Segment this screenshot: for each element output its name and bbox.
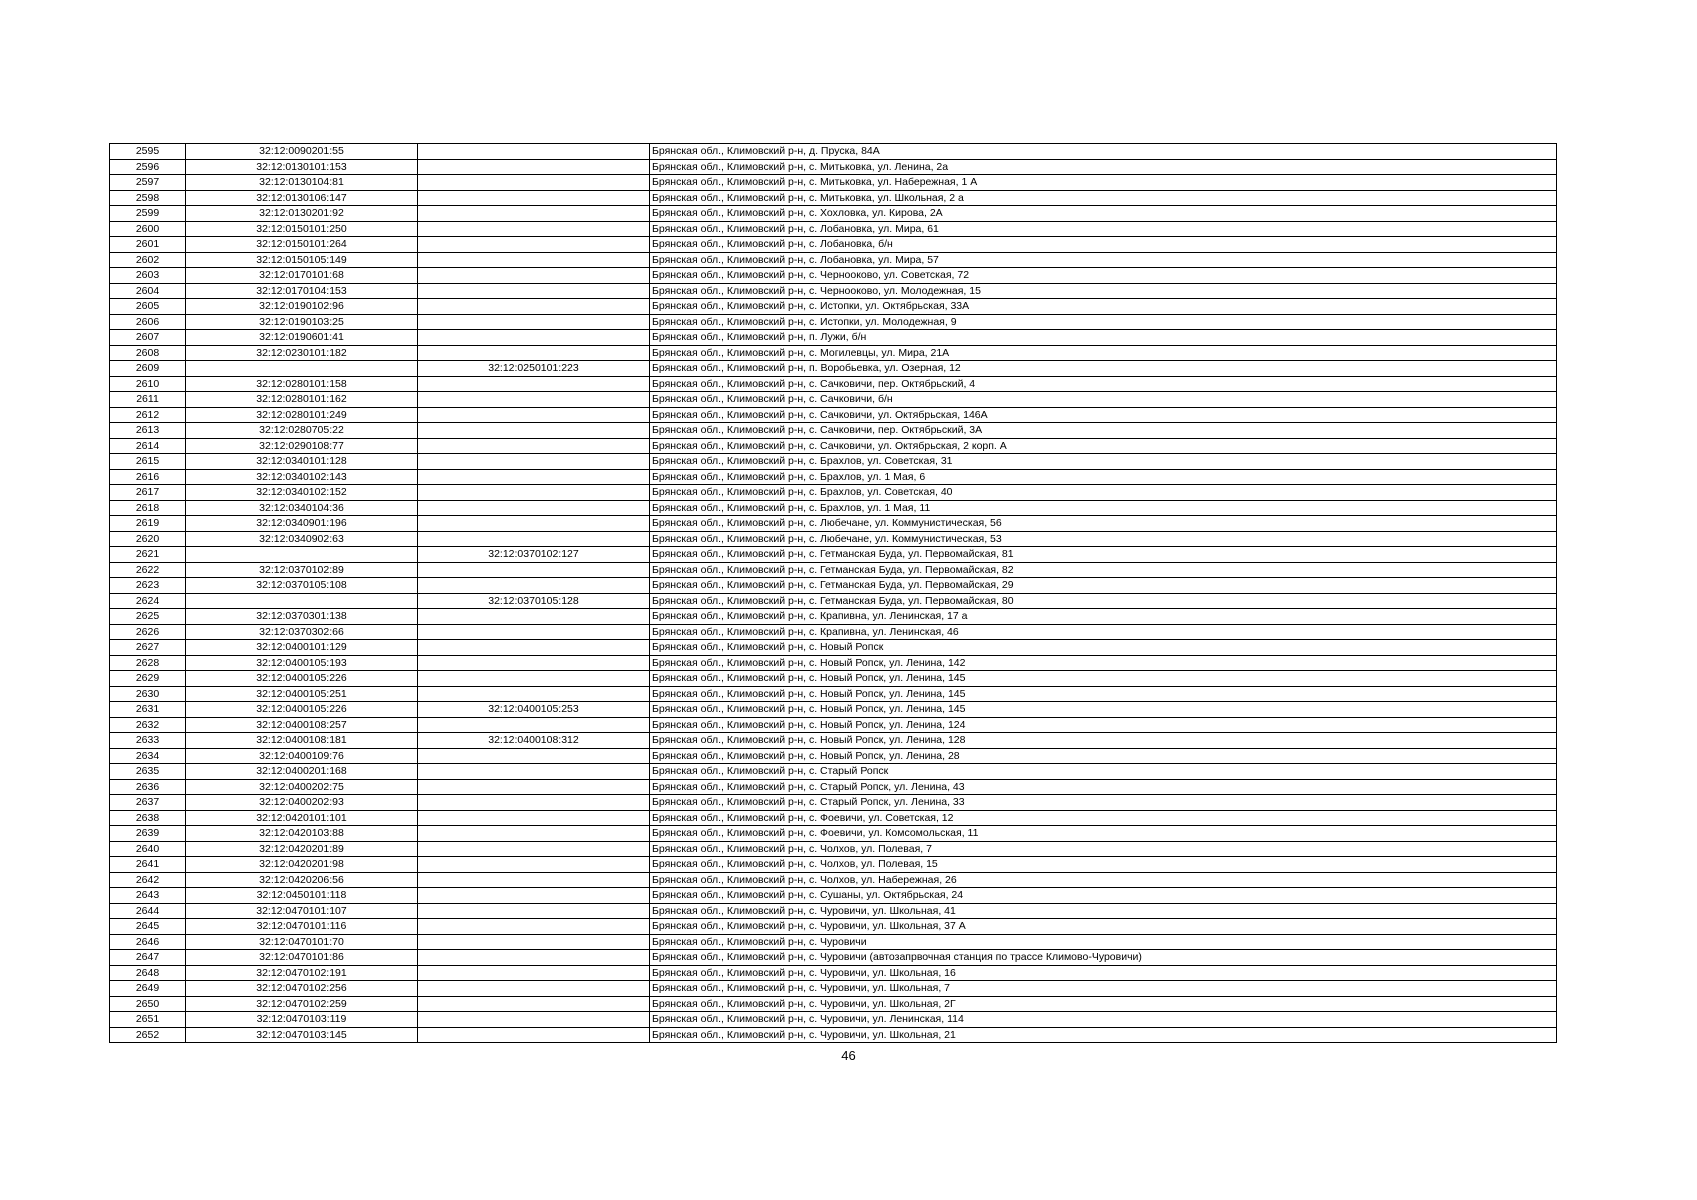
- table-row: [110, 702, 1557, 718]
- row-number-cell: 2616: [110, 469, 186, 485]
- table-row: [110, 345, 1557, 361]
- cadastral-number-cell: 32:12:0420103:88: [186, 826, 418, 842]
- cadastral-number-cell: [186, 361, 418, 377]
- cadastral-number-cell: 32:12:0470101:70: [186, 934, 418, 950]
- related-cadastral-number-cell: [418, 330, 650, 346]
- related-cadastral-number-cell: [418, 221, 650, 237]
- row-number-cell: 2651: [110, 1012, 186, 1028]
- table-row: [110, 609, 1557, 625]
- table-row: [110, 407, 1557, 423]
- row-number-cell: 2625: [110, 609, 186, 625]
- row-number-cell: 2639: [110, 826, 186, 842]
- cadastral-number-cell: 32:12:0400108:181: [186, 733, 418, 749]
- related-cadastral-number-cell: [418, 779, 650, 795]
- table-row: [110, 934, 1557, 950]
- address-cell: Брянская обл., Климовский р-н, с. Крапивна, ул. Ленинская, 46: [650, 624, 1557, 640]
- cadastral-number-cell: 32:12:0340902:63: [186, 531, 418, 547]
- address-cell: Брянская обл., Климовский р-н, с. Истопки, ул. Октябрьская, 33А: [650, 299, 1557, 315]
- row-number-cell: 2597: [110, 175, 186, 191]
- related-cadastral-number-cell: [418, 578, 650, 594]
- cadastral-number-cell: 32:12:0470102:191: [186, 965, 418, 981]
- cadastral-number-cell: 32:12:0420201:98: [186, 857, 418, 873]
- related-cadastral-number-cell: [418, 190, 650, 206]
- related-cadastral-number-cell: [418, 686, 650, 702]
- related-cadastral-number-cell: [418, 237, 650, 253]
- table-row: [110, 361, 1557, 377]
- table-row: [110, 671, 1557, 687]
- row-number-cell: 2646: [110, 934, 186, 950]
- address-cell: Брянская обл., Климовский р-н, с. Новый Ропск, ул. Ленина, 145: [650, 686, 1557, 702]
- table-row: [110, 500, 1557, 516]
- related-cadastral-number-cell: [418, 857, 650, 873]
- address-cell: Брянская обл., Климовский р-н, с. Чуровичи, ул. Школьная, 7: [650, 981, 1557, 997]
- related-cadastral-number-cell: [418, 996, 650, 1012]
- table-row: [110, 175, 1557, 191]
- table-row: [110, 578, 1557, 594]
- cadastral-number-cell: 32:12:0400105:251: [186, 686, 418, 702]
- row-number-cell: 2600: [110, 221, 186, 237]
- row-number-cell: 2607: [110, 330, 186, 346]
- address-cell: Брянская обл., Климовский р-н, с. Лобановка, ул. Мира, 57: [650, 252, 1557, 268]
- cadastral-number-cell: 32:12:0340102:143: [186, 469, 418, 485]
- table-row: [110, 314, 1557, 330]
- row-number-cell: 2602: [110, 252, 186, 268]
- row-number-cell: 2633: [110, 733, 186, 749]
- related-cadastral-number-cell: [418, 872, 650, 888]
- address-cell: Брянская обл., Климовский р-н, с. Чуровичи, ул. Ленинская, 114: [650, 1012, 1557, 1028]
- address-cell: Брянская обл., Климовский р-н, с. Крапивна, ул. Ленинская, 17 а: [650, 609, 1557, 625]
- row-number-cell: 2626: [110, 624, 186, 640]
- related-cadastral-number-cell: [418, 903, 650, 919]
- cadastral-number-cell: 32:12:0400202:75: [186, 779, 418, 795]
- cadastral-number-cell: 32:12:0090201:55: [186, 144, 418, 160]
- table-row: [110, 826, 1557, 842]
- row-number-cell: 2648: [110, 965, 186, 981]
- related-cadastral-number-cell: [418, 748, 650, 764]
- table-row: [110, 872, 1557, 888]
- cadastral-number-cell: 32:12:0170101:68: [186, 268, 418, 284]
- row-number-cell: 2643: [110, 888, 186, 904]
- related-cadastral-number-cell: [418, 950, 650, 966]
- table-row: [110, 1027, 1557, 1043]
- related-cadastral-number-cell: [418, 206, 650, 222]
- row-number-cell: 2609: [110, 361, 186, 377]
- row-number-cell: 2652: [110, 1027, 186, 1043]
- table-row: [110, 919, 1557, 935]
- cadastral-number-cell: 32:12:0150101:250: [186, 221, 418, 237]
- address-cell: Брянская обл., Климовский р-н, с. Чолхов, ул. Набережная, 26: [650, 872, 1557, 888]
- address-cell: Брянская обл., Климовский р-н, с. Хохловка, ул. Кирова, 2А: [650, 206, 1557, 222]
- related-cadastral-number-cell: [418, 438, 650, 454]
- row-number-cell: 2623: [110, 578, 186, 594]
- address-cell: Брянская обл., Климовский р-н, с. Сушаны, ул. Октябрьская, 24: [650, 888, 1557, 904]
- cadastral-number-cell: 32:12:0400108:257: [186, 717, 418, 733]
- table-row: [110, 593, 1557, 609]
- related-cadastral-number-cell: [418, 562, 650, 578]
- related-cadastral-number-cell: [418, 981, 650, 997]
- address-cell: Брянская обл., Климовский р-н, с. Чуровичи, ул. Школьная, 16: [650, 965, 1557, 981]
- row-number-cell: 2642: [110, 872, 186, 888]
- related-cadastral-number-cell: [418, 252, 650, 268]
- cadastral-number-cell: 32:12:0470103:119: [186, 1012, 418, 1028]
- table-row: [110, 144, 1557, 160]
- table-row: [110, 330, 1557, 346]
- address-cell: Брянская обл., Климовский р-н, с. Старый Ропск, ул. Ленина, 33: [650, 795, 1557, 811]
- cadastral-number-cell: 32:12:0130201:92: [186, 206, 418, 222]
- table-row: [110, 950, 1557, 966]
- table-row: [110, 640, 1557, 656]
- related-cadastral-number-cell: [418, 888, 650, 904]
- row-number-cell: 2601: [110, 237, 186, 253]
- cadastral-number-cell: 32:12:0130106:147: [186, 190, 418, 206]
- row-number-cell: 2650: [110, 996, 186, 1012]
- table-row: [110, 547, 1557, 563]
- row-number-cell: 2624: [110, 593, 186, 609]
- related-cadastral-number-cell: [418, 671, 650, 687]
- cadastral-number-cell: 32:12:0400105:226: [186, 671, 418, 687]
- related-cadastral-number-cell: [418, 965, 650, 981]
- related-cadastral-number-cell: [418, 469, 650, 485]
- row-number-cell: 2640: [110, 841, 186, 857]
- address-cell: Брянская обл., Климовский р-н, с. Брахлов, ул. 1 Мая, 11: [650, 500, 1557, 516]
- row-number-cell: 2604: [110, 283, 186, 299]
- table-row: [110, 376, 1557, 392]
- cadastral-number-cell: 32:12:0340102:152: [186, 485, 418, 501]
- table-row: [110, 423, 1557, 439]
- cadastral-number-cell: 32:12:0400202:93: [186, 795, 418, 811]
- related-cadastral-number-cell: [418, 919, 650, 935]
- row-number-cell: 2615: [110, 454, 186, 470]
- related-cadastral-number-cell: 32:12:0250101:223: [418, 361, 650, 377]
- table-row: [110, 996, 1557, 1012]
- address-cell: Брянская обл., Климовский р-н, с. Сачковичи, пер. Октябрьский, 3А: [650, 423, 1557, 439]
- cadastral-number-cell: 32:12:0470101:86: [186, 950, 418, 966]
- address-cell: Брянская обл., Климовский р-н, с. Любечане, ул. Коммунистическая, 56: [650, 516, 1557, 532]
- cadastral-number-cell: 32:12:0400201:168: [186, 764, 418, 780]
- cadastral-number-cell: 32:12:0420101:101: [186, 810, 418, 826]
- address-cell: Брянская обл., Климовский р-н, с. Чолхов, ул. Полевая, 7: [650, 841, 1557, 857]
- address-cell: Брянская обл., Климовский р-н, с. Митьковка, ул. Набережная, 1 А: [650, 175, 1557, 191]
- address-cell: Брянская обл., Климовский р-н, с. Чолхов, ул. Полевая, 15: [650, 857, 1557, 873]
- address-cell: Брянская обл., Климовский р-н, с. Сачковичи, б/н: [650, 392, 1557, 408]
- table-row: [110, 206, 1557, 222]
- table-row: [110, 438, 1557, 454]
- address-cell: Брянская обл., Климовский р-н, с. Сачковичи, пер. Октябрьский, 4: [650, 376, 1557, 392]
- row-number-cell: 2596: [110, 159, 186, 175]
- table-row: [110, 469, 1557, 485]
- address-cell: Брянская обл., Климовский р-н, с. Чуровичи (автозапрвочная станция по трассе Климово-Чуровичи): [650, 950, 1557, 966]
- address-cell: Брянская обл., Климовский р-н, п. Воробьевка, ул. Озерная, 12: [650, 361, 1557, 377]
- cadastral-number-cell: [186, 593, 418, 609]
- related-cadastral-number-cell: [418, 1027, 650, 1043]
- address-cell: Брянская обл., Климовский р-н, с. Новый Ропск, ул. Ленина, 145: [650, 702, 1557, 718]
- cadastral-number-cell: 32:12:0280101:158: [186, 376, 418, 392]
- table-row: [110, 965, 1557, 981]
- row-number-cell: 2628: [110, 655, 186, 671]
- address-cell: Брянская обл., Климовский р-н, с. Лобановка, ул. Мира, 61: [650, 221, 1557, 237]
- cadastral-number-cell: 32:12:0280705:22: [186, 423, 418, 439]
- cadastral-number-cell: 32:12:0370302:66: [186, 624, 418, 640]
- row-number-cell: 2647: [110, 950, 186, 966]
- address-cell: Брянская обл., Климовский р-н, с. Новый Ропск, ул. Ленина, 128: [650, 733, 1557, 749]
- address-cell: Брянская обл., Климовский р-н, с. Чернооково, ул. Советская, 72: [650, 268, 1557, 284]
- table-row: [110, 485, 1557, 501]
- address-cell: Брянская обл., Климовский р-н, с. Фоевичи, ул. Комсомольская, 11: [650, 826, 1557, 842]
- row-number-cell: 2644: [110, 903, 186, 919]
- address-cell: Брянская обл., Климовский р-н, с. Любечане, ул. Коммунистическая, 53: [650, 531, 1557, 547]
- related-cadastral-number-cell: [418, 159, 650, 175]
- row-number-cell: 2635: [110, 764, 186, 780]
- row-number-cell: 2629: [110, 671, 186, 687]
- row-number-cell: 2645: [110, 919, 186, 935]
- address-cell: Брянская обл., Климовский р-н, с. Лобановка, б/н: [650, 237, 1557, 253]
- cadastral-number-cell: 32:12:0190103:25: [186, 314, 418, 330]
- address-cell: Брянская обл., Климовский р-н, с. Фоевичи, ул. Советская, 12: [650, 810, 1557, 826]
- cadastral-number-cell: 32:12:0340901:196: [186, 516, 418, 532]
- address-cell: Брянская обл., Климовский р-н, с. Сачковичи, ул. Октябрьская, 2 корп. А: [650, 438, 1557, 454]
- row-number-cell: 2595: [110, 144, 186, 160]
- row-number-cell: 2614: [110, 438, 186, 454]
- table-row: [110, 268, 1557, 284]
- row-number-cell: 2634: [110, 748, 186, 764]
- address-cell: Брянская обл., Климовский р-н, с. Старый Ропск: [650, 764, 1557, 780]
- related-cadastral-number-cell: [418, 407, 650, 423]
- table-row: [110, 748, 1557, 764]
- address-cell: Брянская обл., Климовский р-н, с. Чуровичи: [650, 934, 1557, 950]
- cadastral-number-cell: 32:12:0340104:36: [186, 500, 418, 516]
- related-cadastral-number-cell: 32:12:0400108:312: [418, 733, 650, 749]
- table-row: [110, 733, 1557, 749]
- row-number-cell: 2632: [110, 717, 186, 733]
- row-number-cell: 2608: [110, 345, 186, 361]
- table-row: [110, 686, 1557, 702]
- table-row: [110, 454, 1557, 470]
- address-cell: Брянская обл., Климовский р-н, д. Пруска, 84А: [650, 144, 1557, 160]
- cadastral-number-cell: 32:12:0420201:89: [186, 841, 418, 857]
- related-cadastral-number-cell: [418, 345, 650, 361]
- row-number-cell: 2619: [110, 516, 186, 532]
- address-cell: Брянская обл., Климовский р-н, с. Новый Ропск, ул. Ленина, 124: [650, 717, 1557, 733]
- address-cell: Брянская обл., Климовский р-н, с. Гетманская Буда, ул. Первомайская, 82: [650, 562, 1557, 578]
- related-cadastral-number-cell: 32:12:0400105:253: [418, 702, 650, 718]
- row-number-cell: 2618: [110, 500, 186, 516]
- cadastral-number-cell: 32:12:0470102:259: [186, 996, 418, 1012]
- cadastral-number-cell: 32:12:0170104:153: [186, 283, 418, 299]
- address-cell: Брянская обл., Климовский р-н, с. Могилевцы, ул. Мира, 21А: [650, 345, 1557, 361]
- table-row: [110, 531, 1557, 547]
- row-number-cell: 2641: [110, 857, 186, 873]
- address-cell: Брянская обл., Климовский р-н, с. Чуровичи, ул. Школьная, 2Г: [650, 996, 1557, 1012]
- table-row: [110, 562, 1557, 578]
- cadastral-number-cell: 32:12:0450101:118: [186, 888, 418, 904]
- table-row: [110, 779, 1557, 795]
- address-cell: Брянская обл., Климовский р-н, с. Митьковка, ул. Ленина, 2а: [650, 159, 1557, 175]
- table-row: [110, 903, 1557, 919]
- address-cell: Брянская обл., Климовский р-н, с. Сачковичи, ул. Октябрьская, 146А: [650, 407, 1557, 423]
- table-row: [110, 981, 1557, 997]
- row-number-cell: 2598: [110, 190, 186, 206]
- row-number-cell: 2606: [110, 314, 186, 330]
- related-cadastral-number-cell: [418, 423, 650, 439]
- row-number-cell: 2627: [110, 640, 186, 656]
- address-cell: Брянская обл., Климовский р-н, с. Чуровичи, ул. Школьная, 21: [650, 1027, 1557, 1043]
- table-row: [110, 795, 1557, 811]
- related-cadastral-number-cell: [418, 299, 650, 315]
- table-row: [110, 237, 1557, 253]
- related-cadastral-number-cell: [418, 268, 650, 284]
- related-cadastral-number-cell: [418, 1012, 650, 1028]
- address-cell: Брянская обл., Климовский р-н, с. Новый Ропск, ул. Ленина, 28: [650, 748, 1557, 764]
- cadastral-number-cell: 32:12:0340101:128: [186, 454, 418, 470]
- row-number-cell: 2613: [110, 423, 186, 439]
- table-row: [110, 299, 1557, 315]
- table-row: [110, 516, 1557, 532]
- table-row: [110, 655, 1557, 671]
- cadastral-number-cell: 32:12:0290108:77: [186, 438, 418, 454]
- related-cadastral-number-cell: [418, 500, 650, 516]
- cadastral-number-cell: 32:12:0400109:76: [186, 748, 418, 764]
- cadastral-number-cell: 32:12:0150101:264: [186, 237, 418, 253]
- registry-table: [109, 143, 1557, 1043]
- related-cadastral-number-cell: [418, 314, 650, 330]
- address-cell: Брянская обл., Климовский р-н, с. Гетманская Буда, ул. Первомайская, 29: [650, 578, 1557, 594]
- cadastral-number-cell: 32:12:0420206:56: [186, 872, 418, 888]
- table-row: [110, 1012, 1557, 1028]
- cadastral-number-cell: 32:12:0230101:182: [186, 345, 418, 361]
- table-row: [110, 252, 1557, 268]
- cadastral-number-cell: 32:12:0400105:226: [186, 702, 418, 718]
- related-cadastral-number-cell: 32:12:0370105:128: [418, 593, 650, 609]
- row-number-cell: 2603: [110, 268, 186, 284]
- cadastral-number-cell: 32:12:0370105:108: [186, 578, 418, 594]
- registry-table-body: [110, 144, 1557, 1043]
- cadastral-number-cell: 32:12:0470102:256: [186, 981, 418, 997]
- table-row: [110, 841, 1557, 857]
- cadastral-number-cell: 32:12:0280101:162: [186, 392, 418, 408]
- related-cadastral-number-cell: [418, 392, 650, 408]
- address-cell: Брянская обл., Климовский р-н, с. Истопки, ул. Молодежная, 9: [650, 314, 1557, 330]
- related-cadastral-number-cell: [418, 624, 650, 640]
- address-cell: Брянская обл., Климовский р-н, с. Чуровичи, ул. Школьная, 41: [650, 903, 1557, 919]
- related-cadastral-number-cell: [418, 485, 650, 501]
- related-cadastral-number-cell: [418, 516, 650, 532]
- table-row: [110, 221, 1557, 237]
- row-number-cell: 2621: [110, 547, 186, 563]
- cadastral-number-cell: 32:12:0150105:149: [186, 252, 418, 268]
- address-cell: Брянская обл., Климовский р-н, с. Чуровичи, ул. Школьная, 37 А: [650, 919, 1557, 935]
- row-number-cell: 2637: [110, 795, 186, 811]
- table-row: [110, 159, 1557, 175]
- related-cadastral-number-cell: [418, 810, 650, 826]
- cadastral-number-cell: 32:12:0280101:249: [186, 407, 418, 423]
- cadastral-number-cell: 32:12:0130101:153: [186, 159, 418, 175]
- row-number-cell: 2636: [110, 779, 186, 795]
- related-cadastral-number-cell: [418, 144, 650, 160]
- cadastral-number-cell: 32:12:0470103:145: [186, 1027, 418, 1043]
- address-cell: Брянская обл., Климовский р-н, с. Брахлов, ул. Советская, 31: [650, 454, 1557, 470]
- row-number-cell: 2610: [110, 376, 186, 392]
- address-cell: Брянская обл., Климовский р-н, с. Гетманская Буда, ул. Первомайская, 80: [650, 593, 1557, 609]
- row-number-cell: 2631: [110, 702, 186, 718]
- row-number-cell: 2617: [110, 485, 186, 501]
- row-number-cell: 2611: [110, 392, 186, 408]
- address-cell: Брянская обл., Климовский р-н, с. Гетманская Буда, ул. Первомайская, 81: [650, 547, 1557, 563]
- cadastral-number-cell: 32:12:0190102:96: [186, 299, 418, 315]
- table-row: [110, 624, 1557, 640]
- related-cadastral-number-cell: [418, 609, 650, 625]
- related-cadastral-number-cell: [418, 841, 650, 857]
- table-row: [110, 810, 1557, 826]
- row-number-cell: 2605: [110, 299, 186, 315]
- related-cadastral-number-cell: [418, 655, 650, 671]
- related-cadastral-number-cell: 32:12:0370102:127: [418, 547, 650, 563]
- row-number-cell: 2649: [110, 981, 186, 997]
- row-number-cell: 2630: [110, 686, 186, 702]
- cadastral-number-cell: 32:12:0400101:129: [186, 640, 418, 656]
- page-number: 46: [841, 1048, 856, 1063]
- cadastral-number-cell: 32:12:0190601:41: [186, 330, 418, 346]
- cadastral-number-cell: 32:12:0130104:81: [186, 175, 418, 191]
- table-row: [110, 717, 1557, 733]
- table-row: [110, 283, 1557, 299]
- related-cadastral-number-cell: [418, 376, 650, 392]
- related-cadastral-number-cell: [418, 640, 650, 656]
- address-cell: Брянская обл., Климовский р-н, с. Брахлов, ул. Советская, 40: [650, 485, 1557, 501]
- table-row: [110, 888, 1557, 904]
- related-cadastral-number-cell: [418, 826, 650, 842]
- related-cadastral-number-cell: [418, 934, 650, 950]
- cadastral-number-cell: 32:12:0470101:116: [186, 919, 418, 935]
- address-cell: Брянская обл., Климовский р-н, с. Новый Ропск, ул. Ленина, 145: [650, 671, 1557, 687]
- row-number-cell: 2638: [110, 810, 186, 826]
- table-row: [110, 392, 1557, 408]
- related-cadastral-number-cell: [418, 531, 650, 547]
- related-cadastral-number-cell: [418, 454, 650, 470]
- address-cell: Брянская обл., Климовский р-н, с. Чернооково, ул. Молодежная, 15: [650, 283, 1557, 299]
- cadastral-number-cell: 32:12:0470101:107: [186, 903, 418, 919]
- row-number-cell: 2612: [110, 407, 186, 423]
- row-number-cell: 2599: [110, 206, 186, 222]
- related-cadastral-number-cell: [418, 175, 650, 191]
- address-cell: Брянская обл., Климовский р-н, п. Лужи, б/н: [650, 330, 1557, 346]
- address-cell: Брянская обл., Климовский р-н, с. Старый Ропск, ул. Ленина, 43: [650, 779, 1557, 795]
- cadastral-number-cell: [186, 547, 418, 563]
- cadastral-number-cell: 32:12:0370102:89: [186, 562, 418, 578]
- related-cadastral-number-cell: [418, 795, 650, 811]
- table-row: [110, 190, 1557, 206]
- related-cadastral-number-cell: [418, 283, 650, 299]
- address-cell: Брянская обл., Климовский р-н, с. Митьковка, ул. Школьная, 2 а: [650, 190, 1557, 206]
- related-cadastral-number-cell: [418, 764, 650, 780]
- table-row: [110, 764, 1557, 780]
- address-cell: Брянская обл., Климовский р-н, с. Новый Ропск, ул. Ленина, 142: [650, 655, 1557, 671]
- related-cadastral-number-cell: [418, 717, 650, 733]
- row-number-cell: 2620: [110, 531, 186, 547]
- address-cell: Брянская обл., Климовский р-н, с. Брахлов, ул. 1 Мая, 6: [650, 469, 1557, 485]
- table-row: [110, 857, 1557, 873]
- cadastral-number-cell: 32:12:0370301:138: [186, 609, 418, 625]
- cadastral-number-cell: 32:12:0400105:193: [186, 655, 418, 671]
- address-cell: Брянская обл., Климовский р-н, с. Новый Ропск: [650, 640, 1557, 656]
- row-number-cell: 2622: [110, 562, 186, 578]
